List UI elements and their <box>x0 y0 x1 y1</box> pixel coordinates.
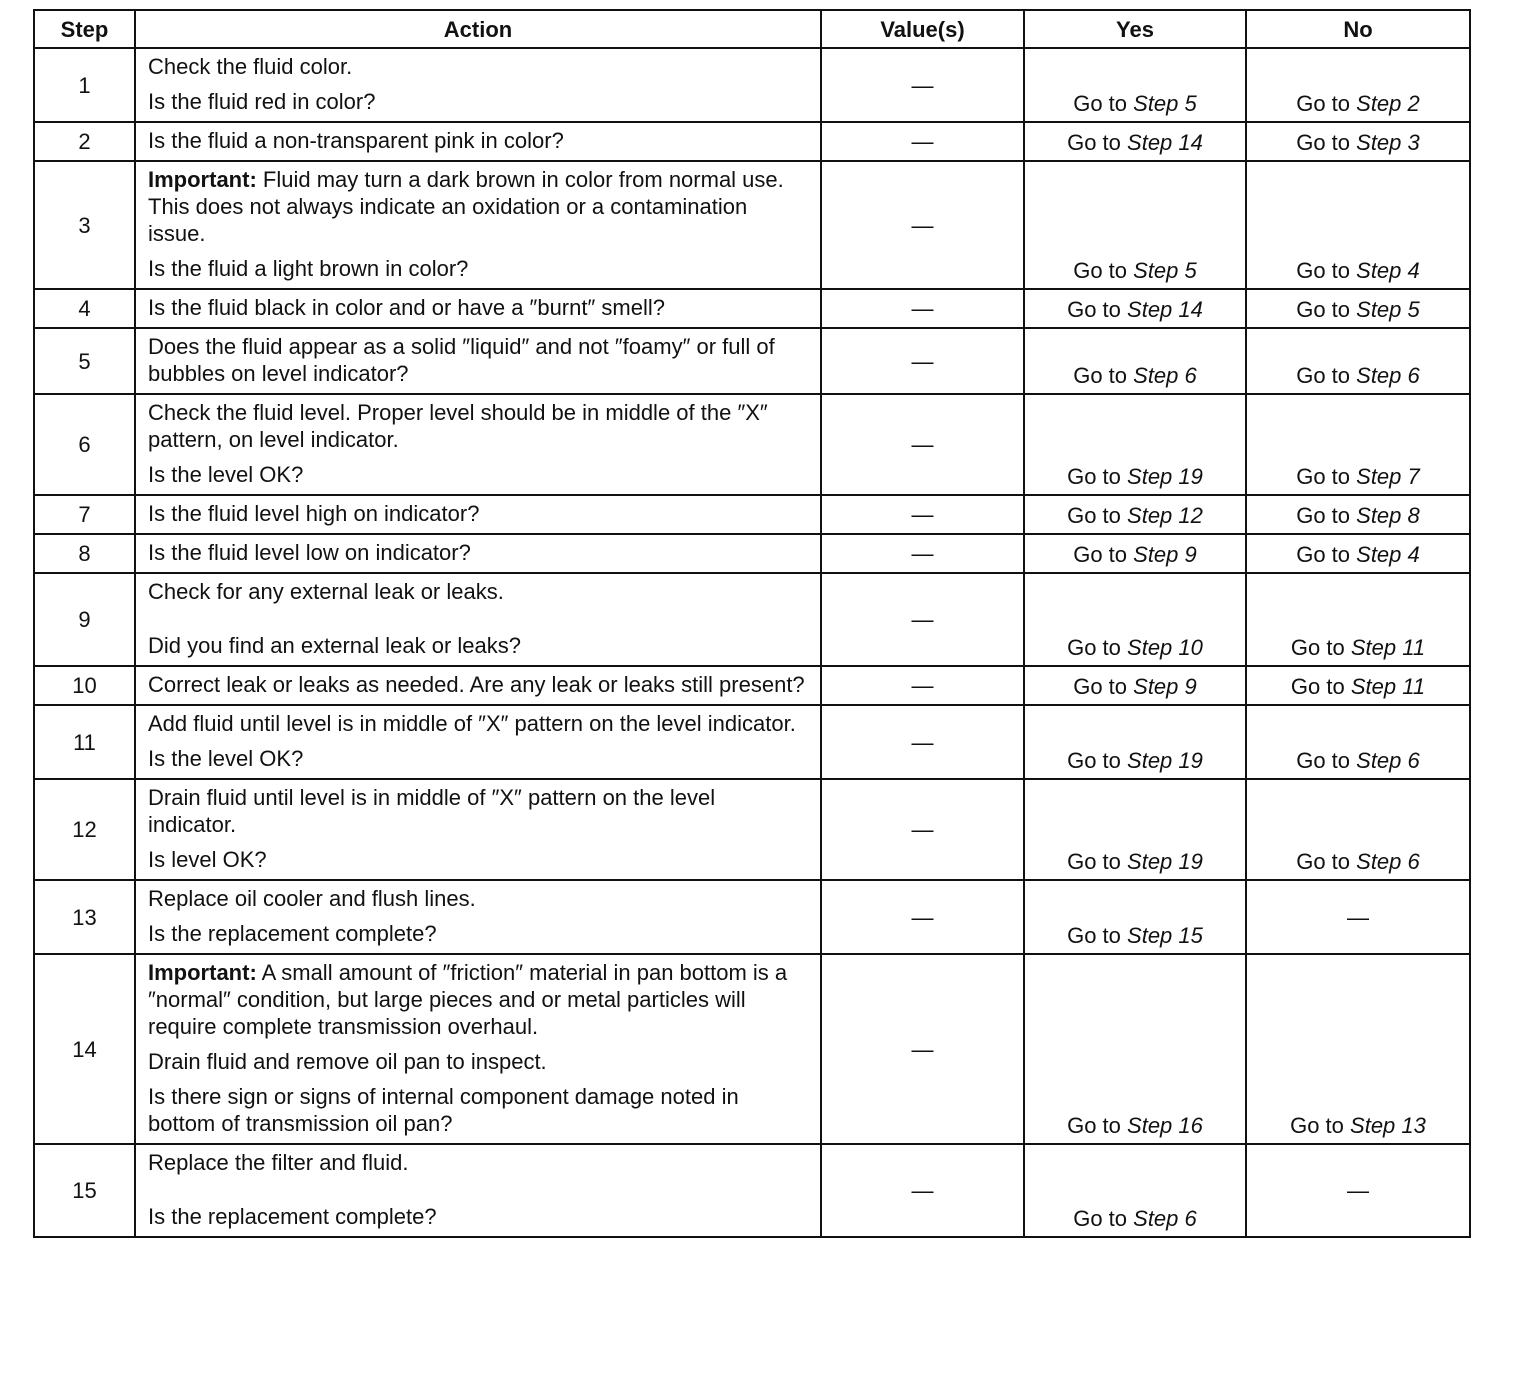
action-cell <box>135 534 821 573</box>
step-target: 6 <box>1184 363 1197 388</box>
step-number: 7 <box>34 495 135 534</box>
step-word: Step <box>1356 130 1402 155</box>
goto-prefix: Go to <box>1067 849 1121 874</box>
value-cell: — <box>821 705 1024 779</box>
action-text: Drain fluid and remove oil pan to inspect. <box>148 1049 547 1074</box>
step-reference <box>1133 91 1197 116</box>
goto-prefix: Go to <box>1067 635 1121 660</box>
action-text: Is the fluid a non-transparent pink in color? <box>148 128 564 153</box>
step-target: 5 <box>1407 297 1420 322</box>
table-row <box>34 161 1470 289</box>
step-word: Step <box>1356 464 1402 489</box>
no-cell <box>1246 161 1470 289</box>
action-paragraph <box>148 1083 808 1137</box>
yes-cell <box>1024 666 1246 705</box>
action-cell <box>135 573 821 666</box>
step-target: 12 <box>1178 503 1203 528</box>
step-number: 2 <box>34 122 135 161</box>
table-row <box>34 1144 1470 1237</box>
goto-prefix: Go to <box>1290 674 1345 699</box>
step-word: Step <box>1350 674 1397 699</box>
yes-cell <box>1024 534 1246 573</box>
goto-prefix: Go to <box>1073 674 1128 699</box>
action-text: Is there sign or signs of internal component damage noted in bottom of transmission oil pan? <box>148 1084 739 1136</box>
table-row <box>34 666 1470 705</box>
action-paragraph <box>148 88 808 115</box>
step-target: 4 <box>1407 542 1420 567</box>
step-word: Step <box>1356 363 1402 388</box>
step-target: 6 <box>1407 748 1420 773</box>
step-word: Step <box>1127 464 1173 489</box>
value-cell: — <box>821 122 1024 161</box>
value-cell: — <box>821 666 1024 705</box>
step-target: 4 <box>1407 258 1420 283</box>
step-number: 15 <box>34 1144 135 1237</box>
action-paragraph <box>148 671 808 698</box>
value-cell: — <box>821 48 1024 122</box>
table-body <box>34 48 1470 1237</box>
action-paragraph <box>148 53 808 80</box>
step-word: Step <box>1127 1113 1173 1138</box>
step-target: 13 <box>1401 1113 1426 1138</box>
goto-prefix: Go to <box>1296 503 1351 528</box>
goto-prefix: Go to <box>1067 503 1121 528</box>
goto-prefix: Go to <box>1067 923 1121 948</box>
value-cell: — <box>821 289 1024 328</box>
action-paragraph <box>148 745 808 772</box>
step-word: Step <box>1133 363 1179 388</box>
action-cell <box>135 705 821 779</box>
goto-prefix: Go to <box>1067 748 1121 773</box>
action-paragraph <box>148 461 808 488</box>
step-reference <box>1356 849 1420 874</box>
header-yes: Yes <box>1024 10 1246 48</box>
no-cell <box>1246 880 1470 954</box>
action-paragraph <box>148 846 808 873</box>
step-word: Step <box>1356 297 1402 322</box>
step-target: 6 <box>1184 1206 1197 1231</box>
action-cell <box>135 122 821 161</box>
step-reference <box>1351 635 1425 660</box>
table-row <box>34 534 1470 573</box>
yes-cell <box>1024 954 1246 1144</box>
action-cell <box>135 954 821 1144</box>
step-number: 4 <box>34 289 135 328</box>
step-reference <box>1356 91 1420 116</box>
yes-cell <box>1024 122 1246 161</box>
action-text: Is the level OK? <box>148 462 304 487</box>
action-text: A small amount of ″friction″ material in pan bottom is a ″normal″ condition, but large pieces and or metal particles will require complete transmission overhaul. <box>148 960 788 1039</box>
yes-cell <box>1024 328 1246 394</box>
no-cell <box>1246 534 1470 573</box>
step-reference <box>1356 130 1420 155</box>
value-cell: — <box>821 573 1024 666</box>
step-reference <box>1133 542 1197 567</box>
no-cell <box>1246 394 1470 495</box>
step-target: 11 <box>1402 635 1426 660</box>
action-text: Replace oil cooler and flush lines. <box>148 886 476 911</box>
goto-prefix: Go to <box>1296 849 1351 874</box>
action-text: Is the fluid a light brown in color? <box>148 256 469 281</box>
step-reference <box>1356 748 1420 773</box>
action-paragraph <box>148 500 808 527</box>
dash: — <box>1347 1178 1369 1203</box>
step-reference <box>1356 363 1420 388</box>
dash: — <box>1347 904 1369 930</box>
action-cell <box>135 48 821 122</box>
yes-cell <box>1024 495 1246 534</box>
step-word: Step <box>1127 849 1173 874</box>
goto-prefix: Go to <box>1296 748 1351 773</box>
step-reference <box>1133 258 1197 283</box>
no-cell <box>1246 705 1470 779</box>
step-target: 7 <box>1407 464 1420 489</box>
no-cell <box>1246 289 1470 328</box>
action-text: Add fluid until level is in middle of ″X″ pattern on the level indicator. <box>148 711 796 736</box>
goto-prefix: Go to <box>1073 542 1128 567</box>
yes-cell <box>1024 573 1246 666</box>
value-cell: — <box>821 534 1024 573</box>
step-target: 6 <box>1407 849 1420 874</box>
goto-prefix: Go to <box>1296 363 1351 388</box>
goto-prefix: Go to <box>1290 1113 1344 1138</box>
value-cell: — <box>821 779 1024 880</box>
step-reference <box>1356 503 1420 528</box>
no-cell <box>1246 779 1470 880</box>
goto-prefix: Go to <box>1296 464 1351 489</box>
header-action: Action <box>135 10 821 48</box>
action-text: Check the fluid level. Proper level should be in middle of the ″X″ pattern, on level indicator. <box>148 400 768 452</box>
step-target: 14 <box>1178 297 1203 322</box>
step-target: 15 <box>1178 923 1203 948</box>
action-text: Is the replacement complete? <box>148 921 437 946</box>
step-reference <box>1351 674 1425 699</box>
value-cell: — <box>821 394 1024 495</box>
action-text: Did you find an external leak or leaks? <box>148 633 521 658</box>
action-cell <box>135 289 821 328</box>
step-target: 19 <box>1178 849 1203 874</box>
action-paragraph <box>148 1149 808 1176</box>
step-word: Step <box>1356 91 1402 116</box>
step-word: Step <box>1127 923 1173 948</box>
action-cell <box>135 394 821 495</box>
yes-cell <box>1024 880 1246 954</box>
step-reference <box>1127 923 1203 948</box>
action-paragraph <box>148 1048 808 1075</box>
goto-prefix: Go to <box>1067 130 1121 155</box>
step-target: 9 <box>1184 542 1197 567</box>
step-number: 9 <box>34 573 135 666</box>
action-cell <box>135 495 821 534</box>
action-text: Is the fluid red in color? <box>148 89 376 114</box>
no-cell <box>1246 495 1470 534</box>
table-row <box>34 48 1470 122</box>
step-word: Step <box>1127 635 1173 660</box>
action-paragraph <box>148 166 808 247</box>
action-paragraph <box>148 632 808 659</box>
step-target: 14 <box>1178 130 1203 155</box>
action-text: Fluid may turn a dark brown in color from normal use. This does not always indicate an oxidation or a contamination issue. <box>148 167 784 246</box>
action-text: Is the fluid level low on indicator? <box>148 540 471 565</box>
table-row <box>34 954 1470 1144</box>
step-reference <box>1133 363 1197 388</box>
value-cell: — <box>821 495 1024 534</box>
yes-cell <box>1024 394 1246 495</box>
action-text: Does the fluid appear as a solid ″liquid″ and not ″foamy″ or full of bubbles on level indicator? <box>148 334 775 386</box>
table-row <box>34 328 1470 394</box>
yes-cell <box>1024 161 1246 289</box>
step-reference <box>1350 1113 1426 1138</box>
action-text: Correct leak or leaks as needed. Are any leak or leaks still present? <box>148 672 805 697</box>
step-word: Step <box>1133 1206 1179 1231</box>
step-reference <box>1356 297 1420 322</box>
action-text: Is level OK? <box>148 847 267 872</box>
header-no: No <box>1246 10 1470 48</box>
goto-prefix: Go to <box>1073 91 1128 116</box>
action-paragraph <box>148 784 808 838</box>
goto-prefix: Go to <box>1073 363 1128 388</box>
goto-prefix: Go to <box>1067 297 1121 322</box>
step-number: 8 <box>34 534 135 573</box>
action-text: Is the fluid level high on indicator? <box>148 501 480 526</box>
action-cell <box>135 666 821 705</box>
action-text: Drain fluid until level is in middle of ″X″ pattern on the level indicator. <box>148 785 716 837</box>
table-row <box>34 779 1470 880</box>
action-paragraph <box>148 920 808 947</box>
action-paragraph <box>148 710 808 737</box>
action-paragraph <box>148 885 808 912</box>
yes-cell <box>1024 48 1246 122</box>
action-paragraph <box>148 333 808 387</box>
step-word: Step <box>1127 130 1173 155</box>
action-paragraph <box>148 255 808 282</box>
step-target: 10 <box>1178 635 1203 660</box>
step-reference <box>1356 258 1420 283</box>
table-row <box>34 705 1470 779</box>
action-text: Is the replacement complete? <box>148 1204 437 1229</box>
table-row <box>34 122 1470 161</box>
step-target: 8 <box>1407 503 1420 528</box>
action-text: Check the fluid color. <box>148 54 353 79</box>
goto-prefix: Go to <box>1296 542 1351 567</box>
table-row <box>34 495 1470 534</box>
step-reference <box>1133 1206 1197 1231</box>
step-word: Step <box>1127 297 1173 322</box>
step-target: 6 <box>1407 363 1420 388</box>
step-word: Step <box>1133 542 1179 567</box>
yes-cell <box>1024 705 1246 779</box>
value-cell: — <box>821 328 1024 394</box>
step-word: Step <box>1356 748 1402 773</box>
important-label: Important: <box>148 960 257 985</box>
goto-prefix: Go to <box>1067 1113 1121 1138</box>
no-cell <box>1246 954 1470 1144</box>
step-target: 19 <box>1178 748 1203 773</box>
no-cell <box>1246 1144 1470 1237</box>
step-number: 14 <box>34 954 135 1144</box>
step-target: 2 <box>1407 91 1420 116</box>
table-row <box>34 880 1470 954</box>
step-reference <box>1133 674 1197 699</box>
table-row <box>34 573 1470 666</box>
step-reference <box>1356 542 1420 567</box>
goto-prefix: Go to <box>1296 91 1351 116</box>
action-text: Replace the filter and fluid. <box>148 1150 409 1175</box>
header-row <box>34 10 1470 48</box>
step-target: 9 <box>1184 674 1197 699</box>
value-cell: — <box>821 1144 1024 1237</box>
step-word: Step <box>1127 503 1173 528</box>
no-cell <box>1246 122 1470 161</box>
step-word: Step <box>1133 258 1179 283</box>
action-paragraph <box>148 127 808 154</box>
action-cell <box>135 161 821 289</box>
goto-prefix: Go to <box>1073 1206 1128 1231</box>
action-cell <box>135 328 821 394</box>
action-paragraph <box>148 578 808 605</box>
action-text: Check for any external leak or leaks. <box>148 579 504 604</box>
step-word: Step <box>1127 748 1173 773</box>
header-step: Step <box>34 10 135 48</box>
step-number: 12 <box>34 779 135 880</box>
action-text: Is the level OK? <box>148 746 304 771</box>
no-cell <box>1246 573 1470 666</box>
action-paragraph <box>148 399 808 453</box>
step-target: 11 <box>1402 674 1426 699</box>
goto-prefix: Go to <box>1073 258 1128 283</box>
action-paragraph <box>148 539 808 566</box>
action-cell <box>135 880 821 954</box>
step-target: 3 <box>1407 130 1420 155</box>
header-values: Value(s) <box>821 10 1024 48</box>
diagnostic-table <box>33 9 1471 1238</box>
step-target: 19 <box>1178 464 1203 489</box>
step-word: Step <box>1133 91 1179 116</box>
value-cell: — <box>821 954 1024 1144</box>
action-cell <box>135 1144 821 1237</box>
step-word: Step <box>1356 542 1402 567</box>
yes-cell <box>1024 1144 1246 1237</box>
step-reference <box>1127 849 1203 874</box>
goto-prefix: Go to <box>1296 258 1351 283</box>
step-reference <box>1127 503 1203 528</box>
action-text: Is the fluid black in color and or have a ″burnt″ smell? <box>148 295 665 320</box>
step-target: 16 <box>1178 1113 1203 1138</box>
step-reference <box>1127 635 1203 660</box>
action-paragraph <box>148 1203 808 1230</box>
step-number: 13 <box>34 880 135 954</box>
action-paragraph <box>148 294 808 321</box>
action-paragraph <box>148 959 808 1040</box>
action-cell <box>135 779 821 880</box>
goto-prefix: Go to <box>1296 130 1351 155</box>
step-target: 5 <box>1184 258 1197 283</box>
table-row <box>34 394 1470 495</box>
step-number: 10 <box>34 666 135 705</box>
step-reference <box>1127 748 1203 773</box>
step-word: Step <box>1356 258 1402 283</box>
value-cell: — <box>821 161 1024 289</box>
step-reference <box>1127 1113 1203 1138</box>
no-cell <box>1246 328 1470 394</box>
step-number: 3 <box>34 161 135 289</box>
yes-cell <box>1024 289 1246 328</box>
no-cell <box>1246 48 1470 122</box>
no-cell <box>1246 666 1470 705</box>
goto-prefix: Go to <box>1067 464 1121 489</box>
step-word: Step <box>1350 635 1397 660</box>
important-label: Important: <box>148 167 257 192</box>
step-word: Step <box>1356 849 1402 874</box>
step-target: 5 <box>1184 91 1197 116</box>
step-reference <box>1127 130 1203 155</box>
step-number: 6 <box>34 394 135 495</box>
step-number: 11 <box>34 705 135 779</box>
table-row <box>34 289 1470 328</box>
step-number: 5 <box>34 328 135 394</box>
goto-prefix: Go to <box>1296 297 1351 322</box>
step-number: 1 <box>34 48 135 122</box>
step-word: Step <box>1356 503 1402 528</box>
step-reference <box>1127 464 1203 489</box>
step-reference <box>1356 464 1420 489</box>
step-reference <box>1127 297 1203 322</box>
yes-cell <box>1024 779 1246 880</box>
step-word: Step <box>1350 1113 1396 1138</box>
value-cell: — <box>821 880 1024 954</box>
step-word: Step <box>1133 674 1179 699</box>
goto-prefix: Go to <box>1290 635 1345 660</box>
